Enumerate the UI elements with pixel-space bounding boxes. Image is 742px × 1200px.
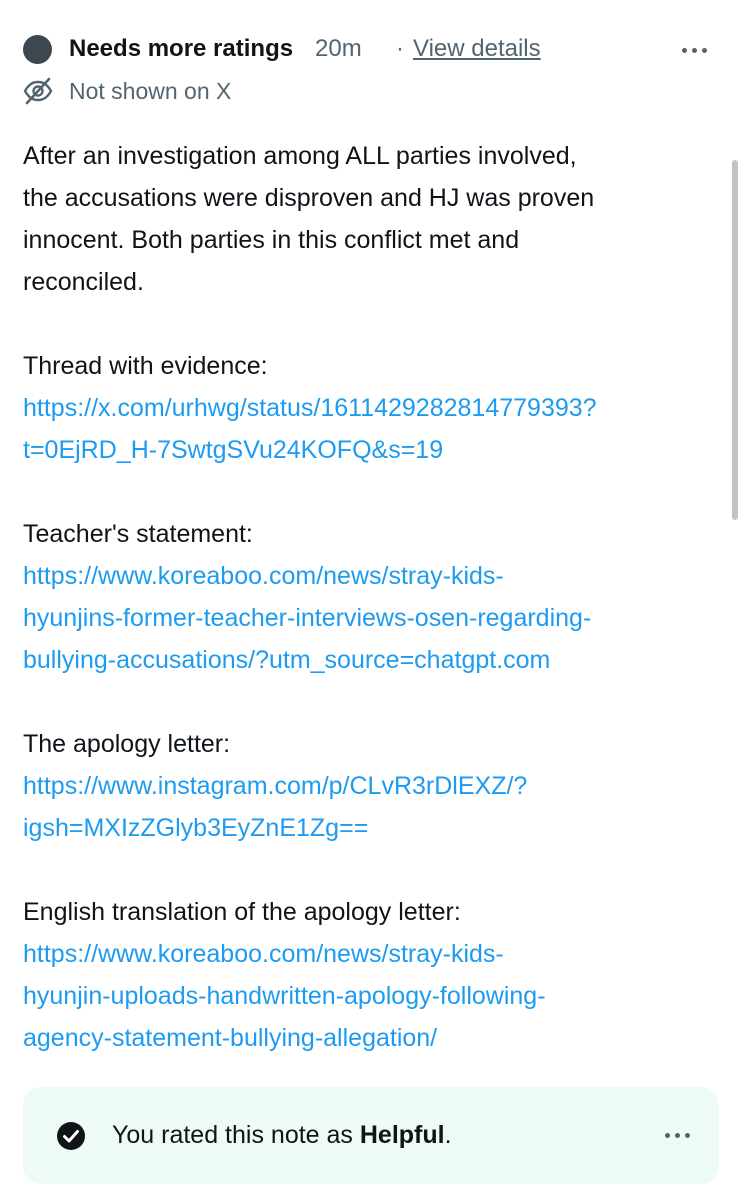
more-dots-icon bbox=[682, 48, 707, 53]
link-line: hyunjin-uploads-handwritten-apology-following- bbox=[23, 982, 546, 1010]
note-timestamp: 20m bbox=[315, 35, 362, 62]
separator-dot: · bbox=[396, 35, 404, 62]
rating-more-button[interactable] bbox=[657, 1115, 697, 1155]
link-line: hyunjins-former-teacher-interviews-osen-regarding- bbox=[23, 604, 592, 632]
source-label: English translation of the apology letter: bbox=[23, 898, 461, 926]
visibility-label: Not shown on X bbox=[69, 78, 232, 104]
source-link[interactable] bbox=[23, 387, 713, 471]
source-link[interactable] bbox=[23, 555, 713, 681]
note-body bbox=[23, 135, 713, 1059]
link-line: https://x.com/urhwg/status/1611429282814779393? bbox=[23, 394, 597, 422]
source-label: The apology letter: bbox=[23, 730, 231, 758]
source-label: Teacher's statement: bbox=[23, 520, 253, 548]
rating-box bbox=[23, 1087, 719, 1184]
rating-value: Helpful bbox=[359, 1121, 445, 1149]
rating-text bbox=[112, 1121, 452, 1150]
more-dots-icon bbox=[665, 1133, 690, 1138]
note-text-line: the accusations were disproven and HJ was proven bbox=[23, 184, 595, 212]
rating-suffix: . bbox=[444, 1121, 452, 1149]
note-text-line: innocent. Both parties in this conflict met and bbox=[23, 226, 520, 254]
link-line: https://www.koreaboo.com/news/stray-kids- bbox=[23, 562, 504, 590]
view-details-link[interactable]: View details bbox=[413, 35, 541, 62]
status-dot-icon bbox=[23, 35, 52, 64]
eye-slash-icon bbox=[23, 76, 53, 106]
note-header bbox=[23, 30, 714, 70]
rating-prefix: You rated this note as bbox=[112, 1121, 360, 1149]
source-link[interactable] bbox=[23, 765, 713, 849]
scrollbar[interactable] bbox=[732, 160, 738, 520]
link-line: agency-statement-bullying-allegation/ bbox=[23, 1024, 438, 1052]
link-line: https://www.instagram.com/p/CLvR3rDlEXZ/? bbox=[23, 772, 528, 800]
more-options-button[interactable] bbox=[674, 30, 714, 70]
source-label: Thread with evidence: bbox=[23, 352, 268, 380]
note-text-line: After an investigation among ALL parties involved, bbox=[23, 142, 577, 170]
status-label: Needs more ratings bbox=[69, 35, 294, 62]
link-line: bullying-accusations/?utm_source=chatgpt.com bbox=[23, 646, 551, 674]
note-text-line: reconciled. bbox=[23, 268, 144, 296]
link-line: t=0EjRD_H-7SwtgSVu24KOFQ&s=19 bbox=[23, 436, 444, 464]
link-line: https://www.koreaboo.com/news/stray-kids- bbox=[23, 940, 504, 968]
link-line: igsh=MXIzZGlyb3EyZnE1Zg== bbox=[23, 814, 369, 842]
check-circle-icon bbox=[56, 1121, 86, 1151]
source-link[interactable] bbox=[23, 933, 713, 1059]
